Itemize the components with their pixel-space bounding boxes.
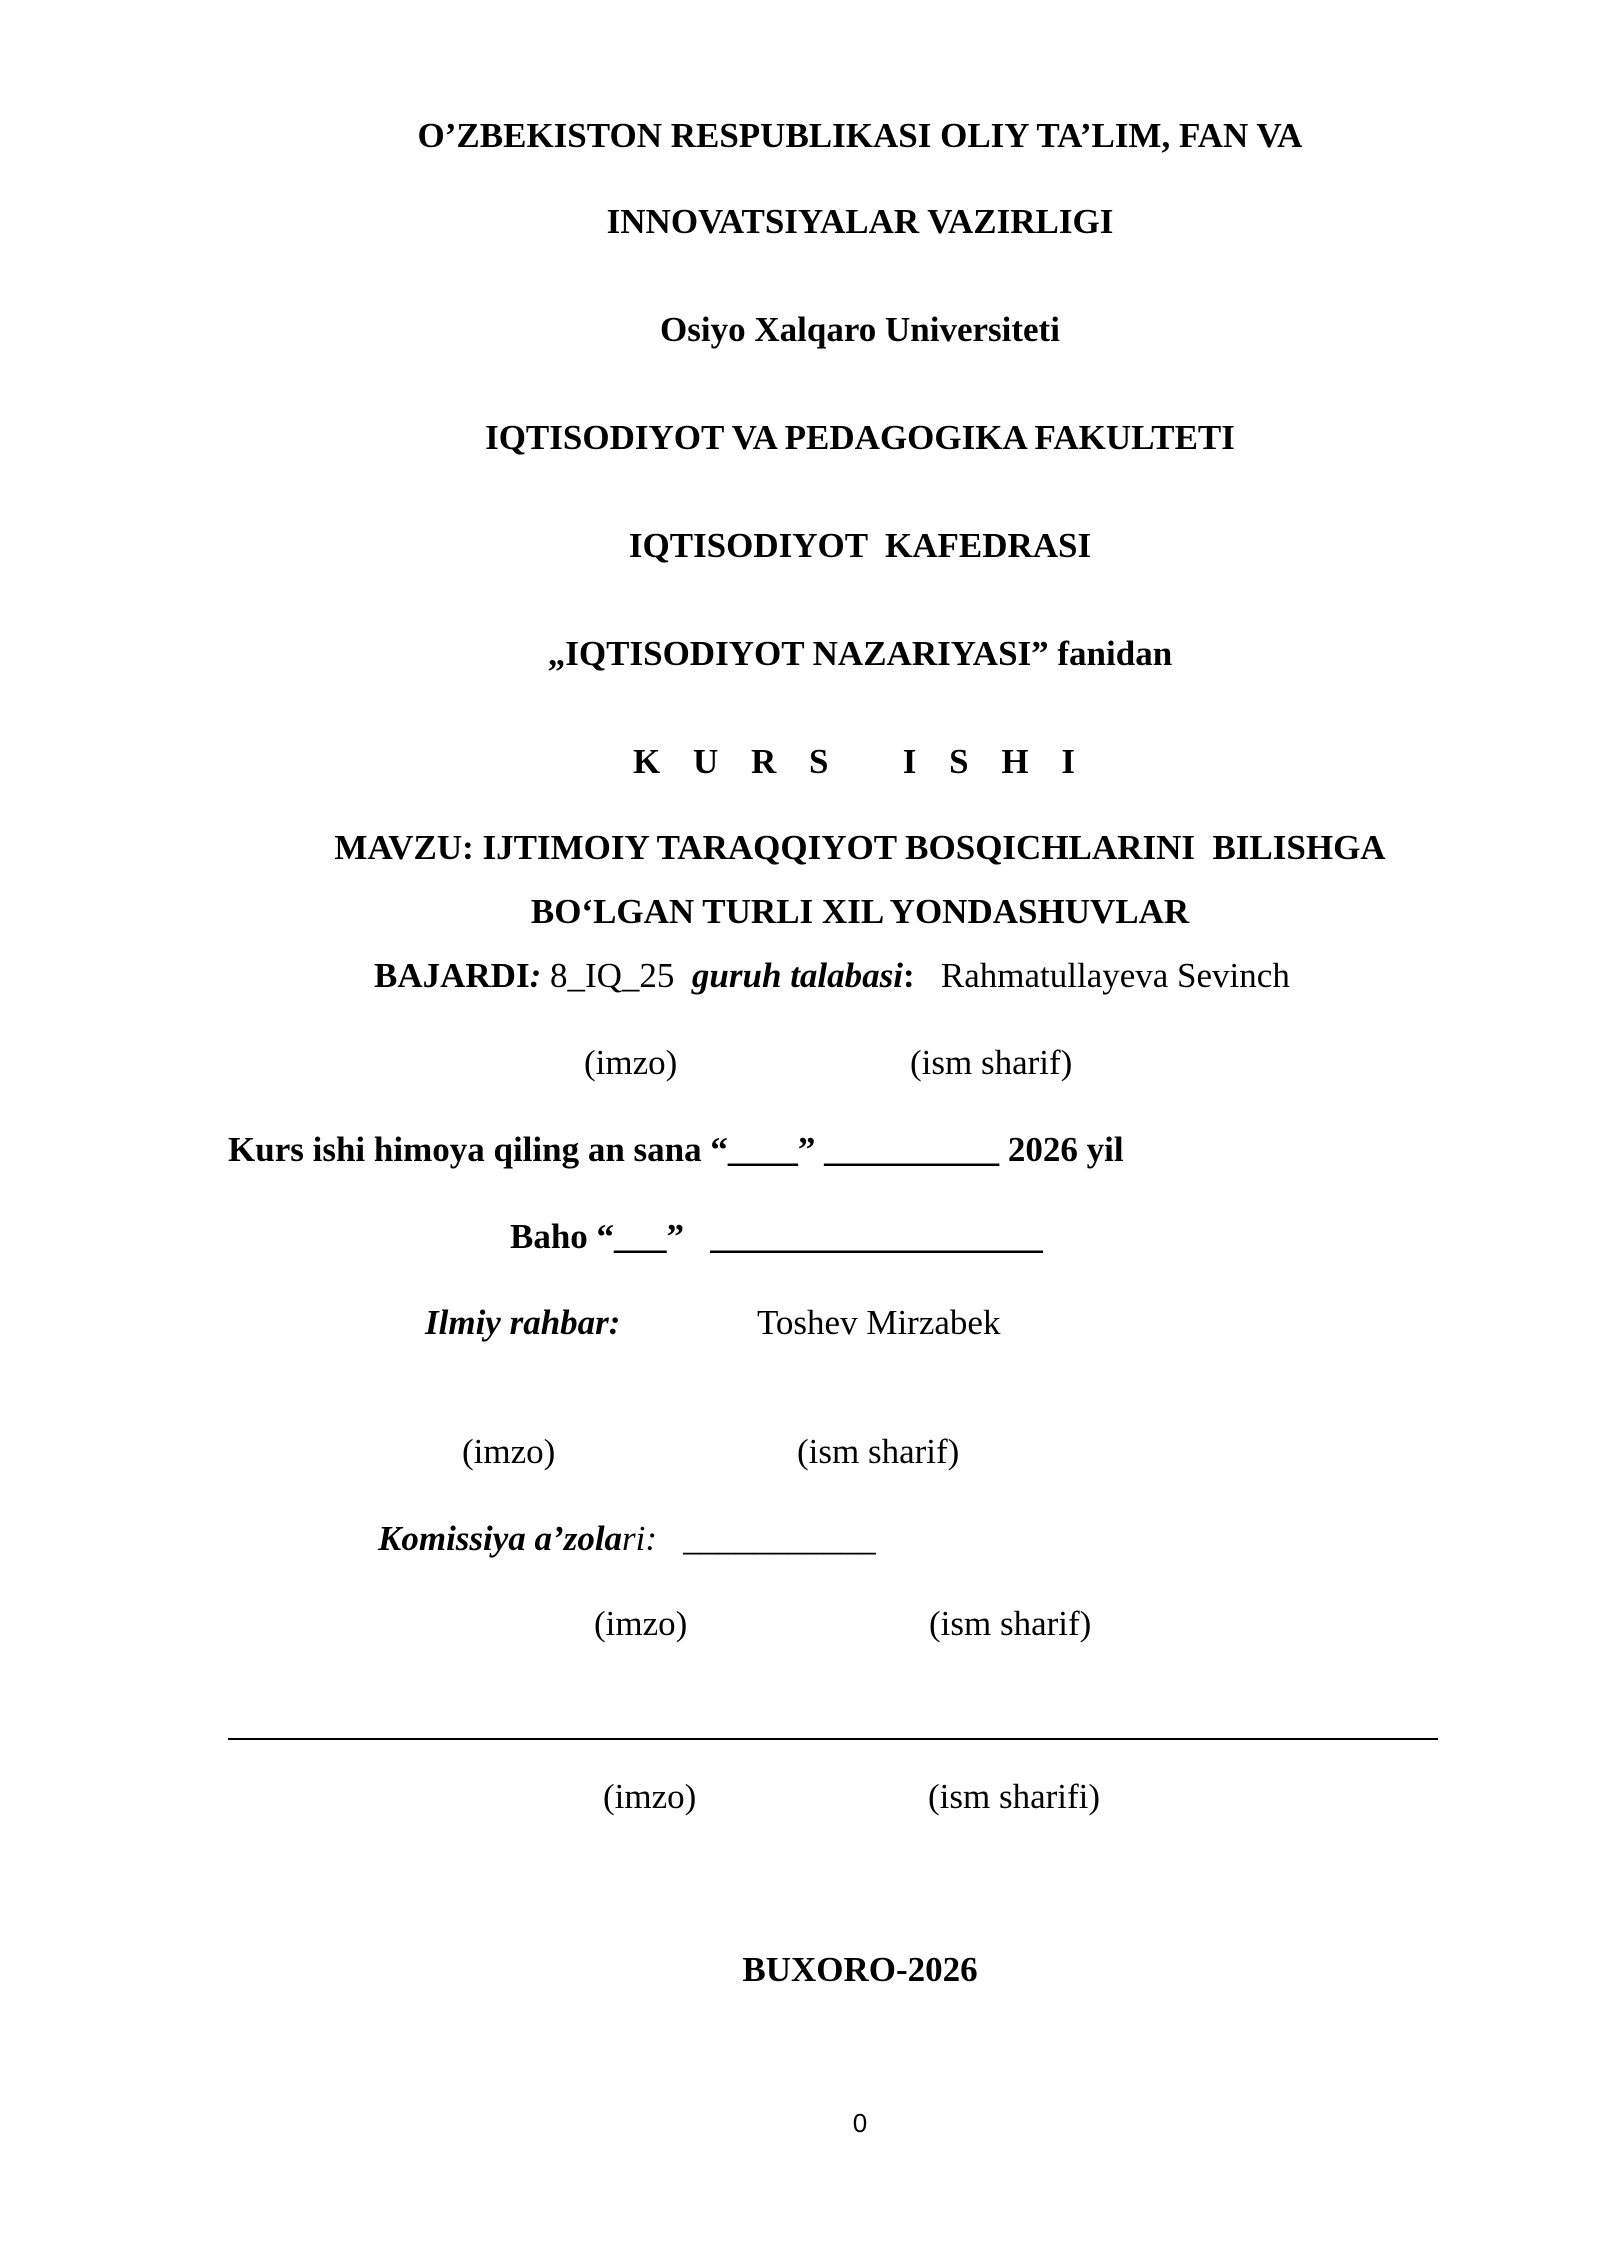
university-name: Osiyo Xalqaro Universiteti [660,310,1060,349]
student-role-colon: : [902,956,915,995]
commission-signature-caption-1: (imzo) [594,1604,688,1643]
supervisor-fullname-caption: (ism sharif) [797,1432,960,1471]
commission-label: Komissiya a’zola [378,1519,623,1558]
commission-label-rest: ri: [622,1519,658,1558]
ministry-line-1: O’ZBEKISTON RESPUBLIKASI OLIY TA’LIM, FAN VA [417,116,1303,155]
student-line [374,954,1290,998]
student-fullname-caption: (ism sharif) [910,1043,1073,1082]
supervisor-name: Toshev Mirzabek [757,1303,1001,1342]
topic-line-2: BO‘LGAN TURLI XIL YONDASHUVLAR [530,892,1190,931]
student-label-colon: : [529,956,542,995]
student-name: Rahmatullayeva Sevinch [914,956,1290,995]
faculty-name: IQTISODIYOT VA PEDAGOGIKA FAKULTETI [485,418,1235,457]
department-name: IQTISODIYOT KAFEDRASI [628,526,1092,565]
supervisor-label: Ilmiy rahbar: [425,1303,621,1342]
commission-signature-caption-2: (imzo) [603,1777,697,1816]
student-role-label: guruh talabasi [691,956,903,995]
supervisor-signature-caption: (imzo) [462,1432,556,1471]
student-label: BAJARDI [374,956,530,995]
topic-line-1: MAVZU: IJTIMOIY TARAQQIYOT BOSQICHLARINI BILISHGA [334,828,1386,867]
signature-rule [228,1738,1438,1740]
work-type-title: K U R S I S H I [633,742,1087,781]
commission-fullname-caption-2: (ism sharifi) [928,1777,1101,1816]
grade-line: Baho “___” ___________________ [510,1217,1043,1256]
page-number: 0 [852,2108,868,2138]
defense-date-line: Kurs ishi himoya qiling an sana “____” __________ 2026 yil [228,1130,1124,1169]
commission-blank: ___________ [683,1519,876,1558]
student-group: 8_IQ_25 [541,956,692,995]
commission-line [378,1517,876,1561]
student-signature-caption: (imzo) [584,1043,678,1082]
city-year: BUXORO-2026 [742,1950,978,1989]
ministry-line-2: INNOVATSIYALAR VAZIRLIGI [606,202,1114,241]
subject-line: „IQTISODIYOT NAZARIYASI” fanidan [547,634,1173,673]
commission-fullname-caption-1: (ism sharif) [929,1604,1092,1643]
